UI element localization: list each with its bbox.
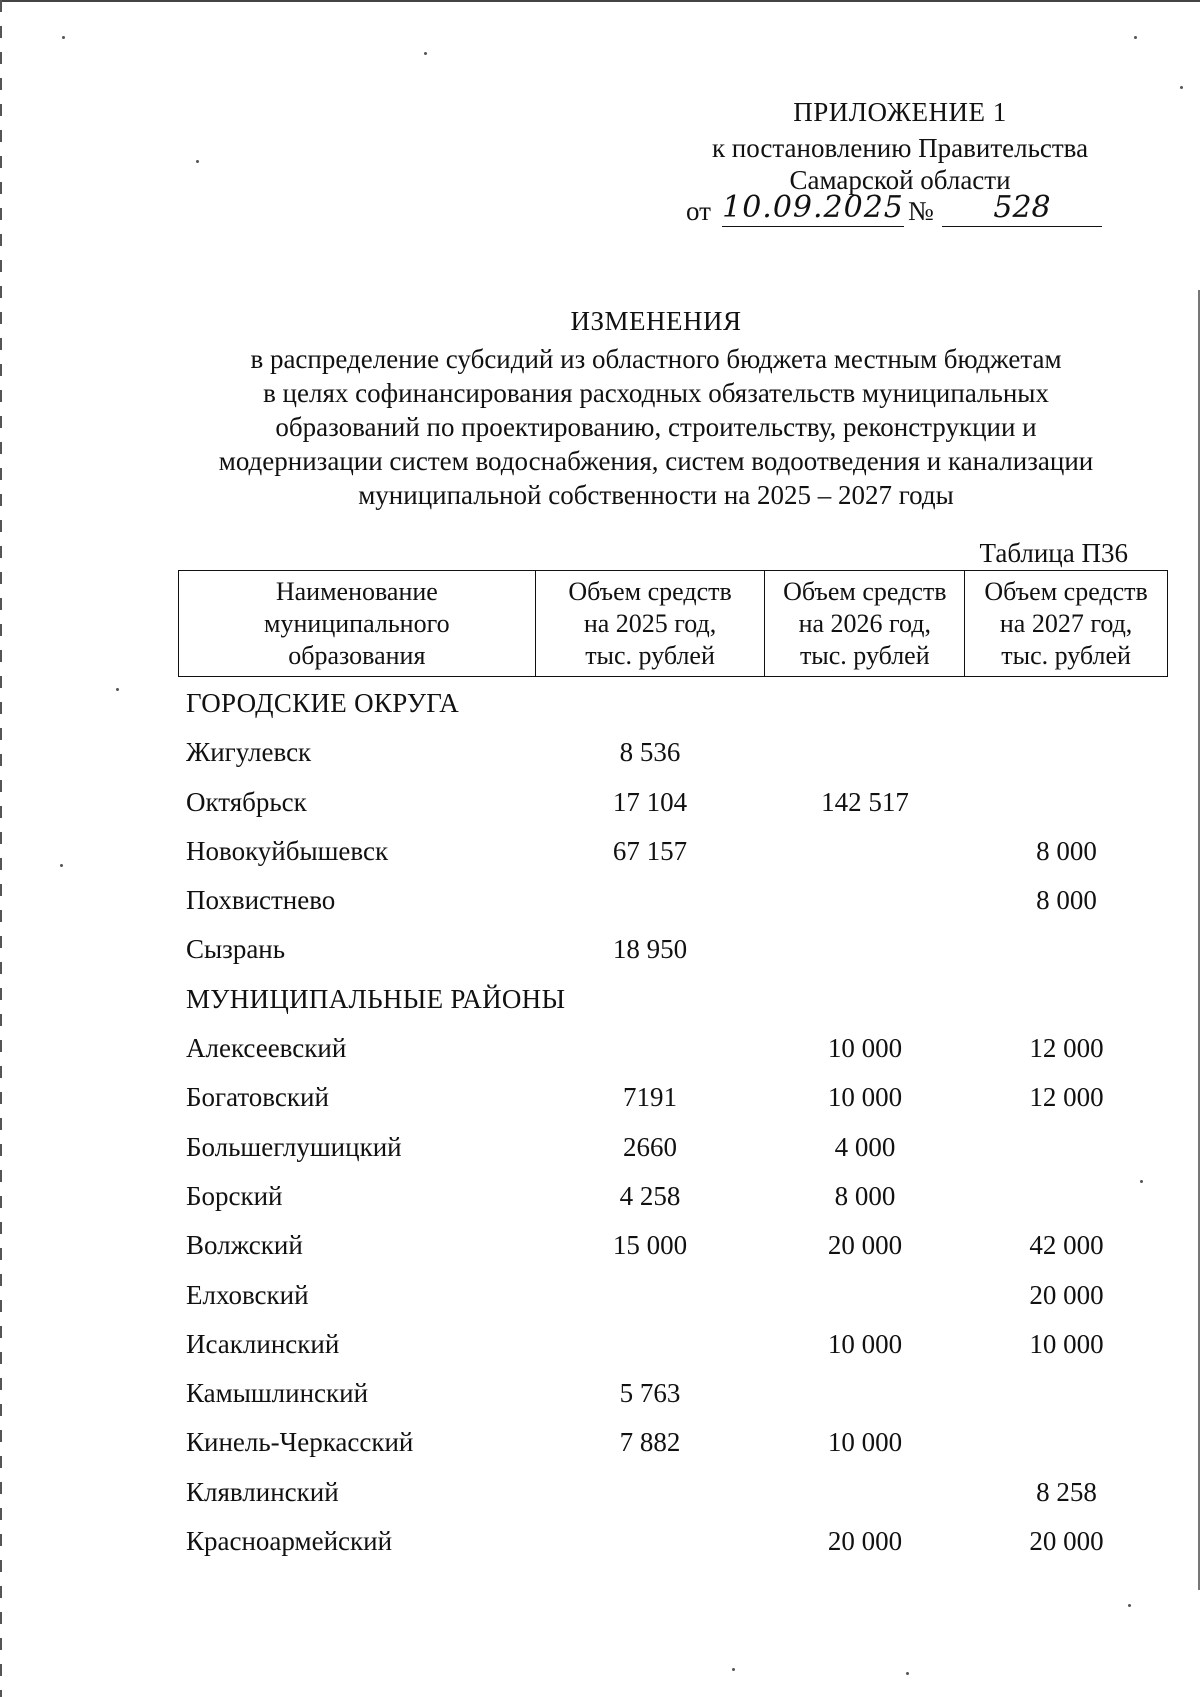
scan-speck — [1134, 36, 1137, 39]
municipality-name: Октябрьск — [186, 786, 307, 817]
value-2027: 8 000 — [1036, 885, 1097, 916]
scan-edge-top — [0, 0, 1200, 2]
table-row — [178, 1280, 1168, 1329]
value-2027: 20 000 — [1029, 1526, 1104, 1557]
scan-speck — [424, 52, 427, 55]
scan-speck — [196, 160, 199, 163]
value-2027: 12 000 — [1029, 1082, 1104, 1113]
scan-speck — [1140, 1180, 1143, 1183]
header-2025 — [535, 571, 765, 677]
table-row — [178, 836, 1168, 885]
section-title: МУНИЦИПАЛЬНЫЕ РАЙОНЫ — [186, 983, 566, 1014]
table-row — [178, 885, 1168, 934]
header-line: на 2027 год, — [999, 608, 1133, 638]
appendix-resolution-line: к постановлению Правительства — [711, 133, 1089, 163]
value-2027: 42 000 — [1029, 1230, 1104, 1261]
municipality-name: Исаклинский — [186, 1328, 340, 1359]
header-line: тыс. рублей — [799, 640, 930, 670]
header-line: тыс. рублей — [585, 640, 715, 670]
subtitle-line: модернизации систем водоснабжения, систем водоотведения и канализации — [218, 446, 1094, 476]
value-2027: 8 258 — [1036, 1476, 1097, 1507]
value-2027: 12 000 — [1029, 1033, 1104, 1064]
subtitle-line: в целях софинансирования расходных обязательств муниципальных — [263, 378, 1049, 408]
value-2025: 7191 — [623, 1082, 677, 1113]
table-row — [178, 1132, 1168, 1181]
municipality-name: Богатовский — [186, 1082, 329, 1113]
header-line: Объем средств — [783, 576, 947, 606]
value-2026: 20 000 — [827, 1526, 903, 1557]
value-2025: 2660 — [623, 1131, 677, 1162]
municipality-name: Жигулевск — [186, 737, 312, 768]
header-2026 — [765, 571, 965, 677]
value-2026: 8 000 — [834, 1180, 896, 1211]
table-section-row — [178, 688, 1168, 737]
municipality-name: Кинель-Черкасский — [186, 1427, 414, 1458]
table-row — [178, 1526, 1168, 1575]
municipality-name: Новокуйбышевск — [186, 835, 389, 866]
header-municipality — [179, 571, 536, 677]
municipality-name: Камышлинский — [186, 1378, 369, 1409]
appendix-region-line: Самарской области — [789, 165, 1011, 195]
value-2027: 20 000 — [1029, 1279, 1104, 1310]
value-2025: 7 882 — [619, 1427, 681, 1458]
header-line: на 2026 год, — [798, 608, 932, 638]
municipality-name: Похвистнево — [186, 885, 336, 916]
table-row — [178, 1082, 1168, 1131]
value-2025: 15 000 — [612, 1230, 688, 1261]
value-2025: 18 950 — [612, 934, 688, 965]
number-label: № — [908, 196, 934, 226]
municipality-name: Красноармейский — [186, 1526, 393, 1557]
table-row — [178, 1378, 1168, 1427]
value-2025: 67 157 — [612, 835, 688, 866]
value-2027: 10 000 — [1029, 1328, 1104, 1359]
scan-speck — [116, 688, 119, 691]
header-line: тыс. рублей — [1001, 640, 1131, 670]
header-line: Объем средств — [568, 576, 732, 606]
appendix-date-line — [686, 190, 1106, 232]
section-title: ГОРОДСКИЕ ОКРУГА — [186, 688, 460, 718]
value-2025: 4 258 — [619, 1180, 681, 1211]
handwritten-number: 528 — [942, 190, 1102, 227]
appendix-title: ПРИЛОЖЕНИЕ 1 — [793, 97, 1007, 127]
value-2026: 4 000 — [834, 1131, 896, 1162]
scan-speck — [62, 36, 65, 39]
scan-speck — [732, 1668, 735, 1671]
subtitle-line: в распределение субсидий из областного бюджета местным бюджетам — [250, 344, 1062, 374]
table-row — [178, 737, 1168, 786]
municipality-name: Клявлинский — [186, 1476, 339, 1507]
value-2026: 20 000 — [827, 1230, 903, 1261]
value-2025: 8 536 — [619, 737, 681, 768]
municipality-name: Сызрань — [186, 934, 286, 965]
header-2027 — [965, 571, 1168, 677]
document-heading: ИЗМЕНЕНИЯ — [570, 306, 742, 336]
table-section-row — [178, 984, 1168, 1033]
table-row — [178, 1329, 1168, 1378]
header-line: муниципального — [264, 608, 450, 638]
scan-speck — [906, 1672, 909, 1675]
table-row — [178, 1033, 1168, 1082]
municipality-name: Елховский — [186, 1279, 309, 1310]
date-prefix: от — [686, 196, 711, 226]
value-2026: 10 000 — [827, 1082, 903, 1113]
value-2027: 8 000 — [1036, 835, 1097, 866]
header-line: Объем средств — [984, 576, 1148, 606]
table-row — [178, 1181, 1168, 1230]
value-2026: 10 000 — [827, 1427, 903, 1458]
subtitle-line: муниципальной собственности на 2025 – 2027 годы — [358, 480, 954, 510]
value-2025: 5 763 — [619, 1378, 681, 1409]
municipality-name: Алексеевский — [186, 1033, 347, 1064]
value-2026: 10 000 — [827, 1328, 903, 1359]
table-row — [178, 1477, 1168, 1526]
municipality-name: Борский — [186, 1180, 283, 1211]
scan-edge-left — [0, 0, 2, 1697]
table-body — [178, 688, 1168, 1575]
header-line: на 2025 год, — [583, 608, 717, 638]
table-row — [178, 934, 1168, 983]
table-header — [178, 570, 1168, 677]
value-2025: 17 104 — [612, 786, 688, 817]
table-row — [178, 787, 1168, 836]
municipality-name: Большеглушицкий — [186, 1131, 402, 1162]
scan-speck — [1128, 1604, 1131, 1607]
municipality-name: Волжский — [186, 1230, 303, 1261]
subtitle-line: образований по проектированию, строительству, реконструкции и — [275, 412, 1037, 442]
value-2026: 10 000 — [827, 1033, 903, 1064]
handwritten-date: 10.09.2025 — [722, 190, 904, 225]
scan-speck — [1180, 86, 1183, 89]
header-line: Наименование — [275, 576, 438, 606]
table-row — [178, 1427, 1168, 1476]
table-row — [178, 1230, 1168, 1279]
document-subtitle — [150, 342, 1162, 512]
scan-speck — [60, 864, 63, 867]
value-2026: 142 517 — [821, 786, 909, 817]
table-label: Таблица П36 — [979, 538, 1128, 568]
table-header-row — [179, 571, 1168, 677]
header-line: образования — [288, 640, 426, 670]
